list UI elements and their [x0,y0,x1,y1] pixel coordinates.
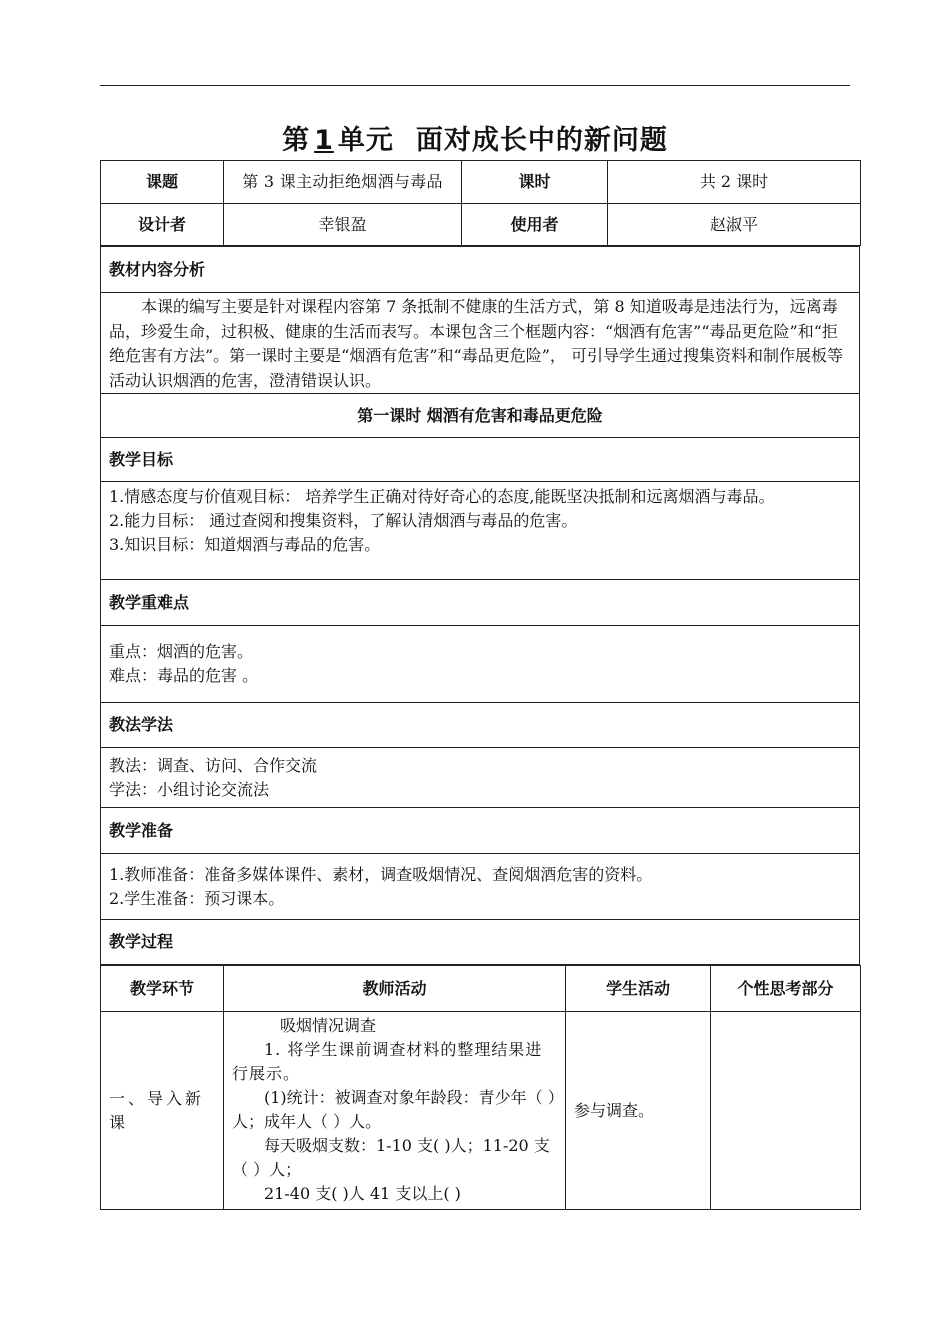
unit-number: 1 [314,125,334,156]
keypoints-list [101,626,860,703]
methods-heading: 教法学法 [101,703,860,748]
stage-cell: 一、导入新课 [101,1012,224,1210]
column-header: 个性思考部分 [711,966,861,1012]
teacher-activity-cell [224,1012,566,1210]
teacher-line: 21-40 支( )人 41 支以上( ) [264,1184,461,1203]
keypoint-item: 重点：烟酒的危害。 [109,642,254,661]
table-row [101,1012,861,1210]
objective-item: 3.知识目标：知道烟酒与毒品的危害。 [109,535,381,554]
teacher-line: 吸烟情况调查 [280,1016,377,1035]
user-label: 使用者 [462,204,608,246]
topic-value: 第 3 课主动拒绝烟酒与毒品 [224,161,462,204]
methods-list [101,748,860,808]
user-value: 赵淑平 [608,204,861,246]
column-header: 学生活动 [566,966,711,1012]
keypoint-item: 难点：毒品的危害 。 [109,666,259,685]
objective-item: 2.能力目标： 通过查阅和搜集资料，了解认清烟酒与毒品的危害。 [109,511,578,530]
teacher-line: 每天吸烟支数：1-10 支( )人；11-20 支（ ）人； [232,1136,550,1179]
hours-value: 共 2 课时 [608,161,861,204]
lesson-title: 第一课时 烟酒有危害和毒品更危险 [101,394,860,438]
objective-item: 1.情感态度与价值观目标： 培养学生正确对待好奇心的态度,能既坚决抵制和远离烟酒与毒品。 [109,487,775,506]
topic-label: 课题 [101,161,224,204]
objectives-heading: 教学目标 [101,438,860,482]
unit-suffix: 单元 [337,125,394,156]
preparation-list [101,854,860,920]
teacher-line: (1)统计：被调查对象年龄段：青少年（ ）人；成年人（ ）人。 [232,1088,556,1131]
designer-label: 设计者 [101,204,224,246]
preparation-item: 2.学生准备：预习课本。 [109,888,285,908]
method-item: 教法：调查、访问、合作交流 [109,755,318,775]
analysis-heading: 教材内容分析 [101,247,860,293]
process-heading: 教学过程 [101,920,860,965]
method-item: 学法：小组讨论交流法 [109,779,270,799]
keypoints-heading: 教学重难点 [101,580,860,626]
topic-row [101,161,861,204]
page-title [0,118,950,157]
column-header: 教学环节 [101,966,224,1012]
student-activity-cell: 参与调查。 [566,1012,711,1210]
column-header: 教师活动 [224,966,566,1012]
objectives-list [101,482,860,580]
notes-cell [711,1012,861,1210]
unit-prefix: 第 [282,125,311,156]
teacher-line: 1. 将学生课前调查材料的整理结果进行展示。 [232,1040,543,1083]
unit-title: 面对成长中的新问题 [415,125,668,156]
process-header-row [101,966,861,1012]
process-table [100,965,861,1210]
preparation-item: 1.教师准备：准备多媒体课件、素材，调查吸烟情况、查阅烟酒危害的资料。 [109,864,653,884]
analysis-text: 本课的编写主要是针对课程内容第 7 条抵制不健康的生活方式，第 8 知道吸毒是违法行为，远离毒品，珍爱生命，过积极、健康的生活而表写。本课包含三个框题内容：“烟酒有危害”“毒品更危险”和“拒绝危害有方法”。第一课时主要是“烟酒有危害”和“毒品更危险”， 可引导学生通过搜集资料和制作展板等活动认识烟酒的危害，澄清错误认识。 [109,297,843,390]
designer-value: 幸银盈 [224,204,462,246]
preparation-heading: 教学准备 [101,808,860,854]
designer-row [101,204,861,246]
lesson-plan-table [100,160,860,1210]
hours-label: 课时 [462,161,608,204]
header-rule [100,85,850,86]
